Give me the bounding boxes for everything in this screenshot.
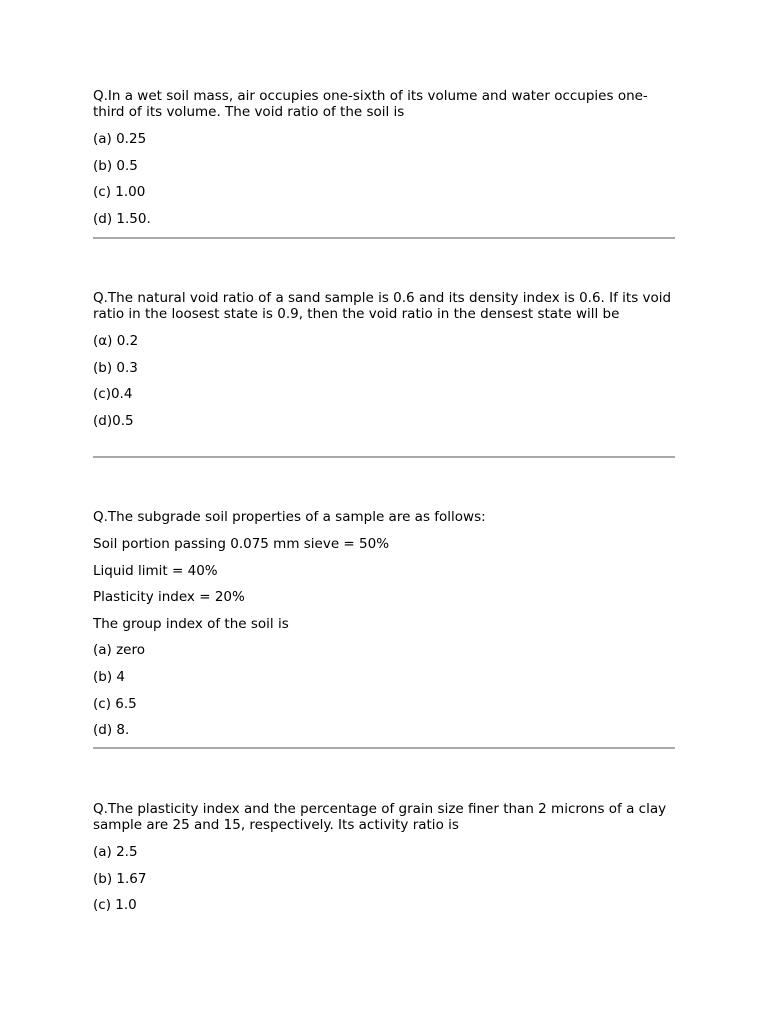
option-a: (α) 0.2	[93, 333, 139, 349]
option-d: (d) 8.	[93, 722, 130, 739]
question-divider	[93, 456, 675, 458]
question-2	[93, 290, 675, 439]
option-b: (b) 0.5	[93, 157, 138, 174]
question-text: Q.The subgrade soil properties of a sample are as follows:	[93, 509, 486, 525]
property-plasticity-index: Plasticity index = 20%	[93, 589, 245, 606]
option-b: (b) 1.67	[93, 870, 147, 887]
question-text: Q.The natural void ratio of a sand sample is 0.6 and its density index is 0.6. If its void ratio in the loosest state is 0.9, then the void ratio in the densest state will be	[93, 290, 672, 322]
property-liquid-limit: Liquid limit = 40%	[93, 562, 218, 579]
option-c: (c)0.4	[93, 386, 133, 403]
option-d: (d) 1.50.	[93, 210, 151, 227]
option-c: (c) 6.5	[93, 695, 137, 712]
question-text: Q.In a wet soil mass, air occupies one-sixth of its volume and water occupies one- third of its volume. The void ratio of the soil is	[93, 88, 648, 120]
question-1	[93, 88, 675, 237]
question-divider	[93, 237, 675, 239]
question-prompt: The group index of the soil is	[93, 615, 289, 632]
question-3	[93, 509, 675, 749]
question-4	[93, 801, 675, 924]
question-text: Q.The plasticity index and the percentage of grain size finer than 2 microns of a clay sample are 25 and 15, respectively. Its activity ratio is	[93, 801, 667, 833]
option-a: (a) zero	[93, 642, 146, 659]
option-b: (b) 4	[93, 668, 125, 685]
option-a: (a) 2.5	[93, 844, 138, 860]
option-a: (a) 0.25	[93, 131, 147, 147]
option-c: (c) 1.00	[93, 184, 146, 201]
option-b: (b) 0.3	[93, 359, 138, 376]
option-d: (d)0.5	[93, 412, 134, 429]
property-sieve: Soil portion passing 0.075 mm sieve = 50%	[93, 536, 390, 552]
option-c: (c) 1.0	[93, 897, 137, 914]
question-divider	[93, 747, 675, 749]
